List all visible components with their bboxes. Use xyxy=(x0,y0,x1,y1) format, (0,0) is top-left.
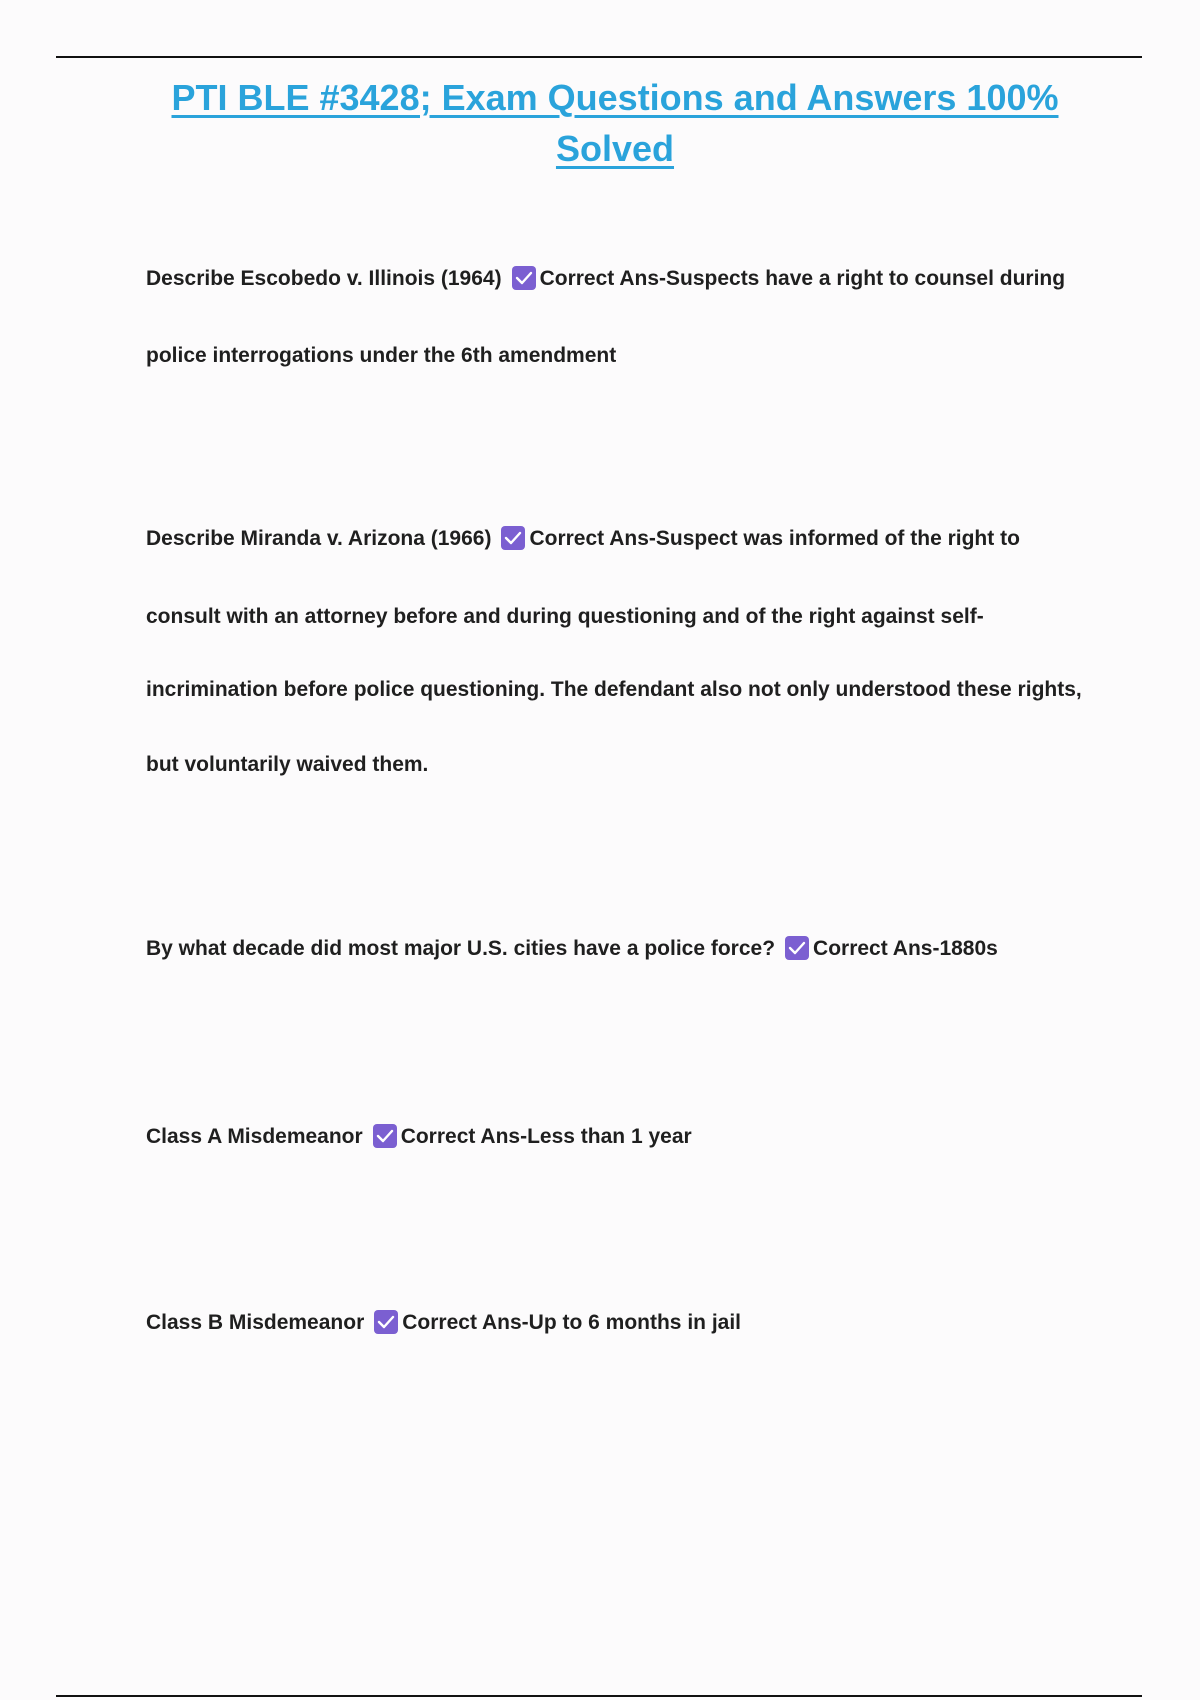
checkbox-checked-icon xyxy=(373,1124,397,1148)
answer-continued: but voluntarily waived them. xyxy=(146,753,429,776)
qa-item-class-a xyxy=(146,1122,1096,1152)
checkbox-checked-icon xyxy=(785,936,809,960)
checkbox-checked-icon xyxy=(374,1310,398,1334)
answer-text: Correct Ans-Less than 1 year xyxy=(400,1125,692,1148)
answer-text: Correct Ans-Suspects have a right to counsel during xyxy=(539,267,1066,290)
qa-item-police-force xyxy=(146,934,1096,964)
answer-text: Correct Ans-1880s xyxy=(813,937,998,960)
checkbox-checked-icon xyxy=(501,526,525,550)
question-text: By what decade did most major U.S. cities have a police force? xyxy=(146,937,776,960)
question-text: Class A Misdemeanor xyxy=(146,1125,363,1148)
question-text: Describe Escobedo v. Illinois (1964) xyxy=(146,267,502,290)
answer-text: Correct Ans-Up to 6 months in jail xyxy=(402,1311,741,1334)
answer-text: Correct Ans-Suspect was informed of the right to xyxy=(529,527,1020,550)
bottom-rule xyxy=(56,1695,1142,1697)
qa-item-class-b xyxy=(146,1308,1096,1338)
qa-item-miranda xyxy=(146,524,1096,780)
answer-continued: police interrogations under the 6th amendment xyxy=(146,344,617,367)
title-line-1: PTI BLE #3428; Exam Questions and Answers 100% xyxy=(171,77,1059,118)
question-text: Class B Misdemeanor xyxy=(146,1311,365,1334)
top-rule xyxy=(56,56,1142,58)
checkbox-checked-icon xyxy=(512,266,536,290)
title-line-2: Solved xyxy=(555,128,675,169)
answer-continued: incrimination before police questioning. The defendant also not only understood these rights, xyxy=(146,678,1082,701)
question-text: Describe Miranda v. Arizona (1966) xyxy=(146,527,492,550)
document-title xyxy=(120,72,1110,174)
qa-item-escobedo xyxy=(146,264,1096,371)
answer-continued: consult with an attorney before and during questioning and of the right against self- xyxy=(146,605,984,628)
